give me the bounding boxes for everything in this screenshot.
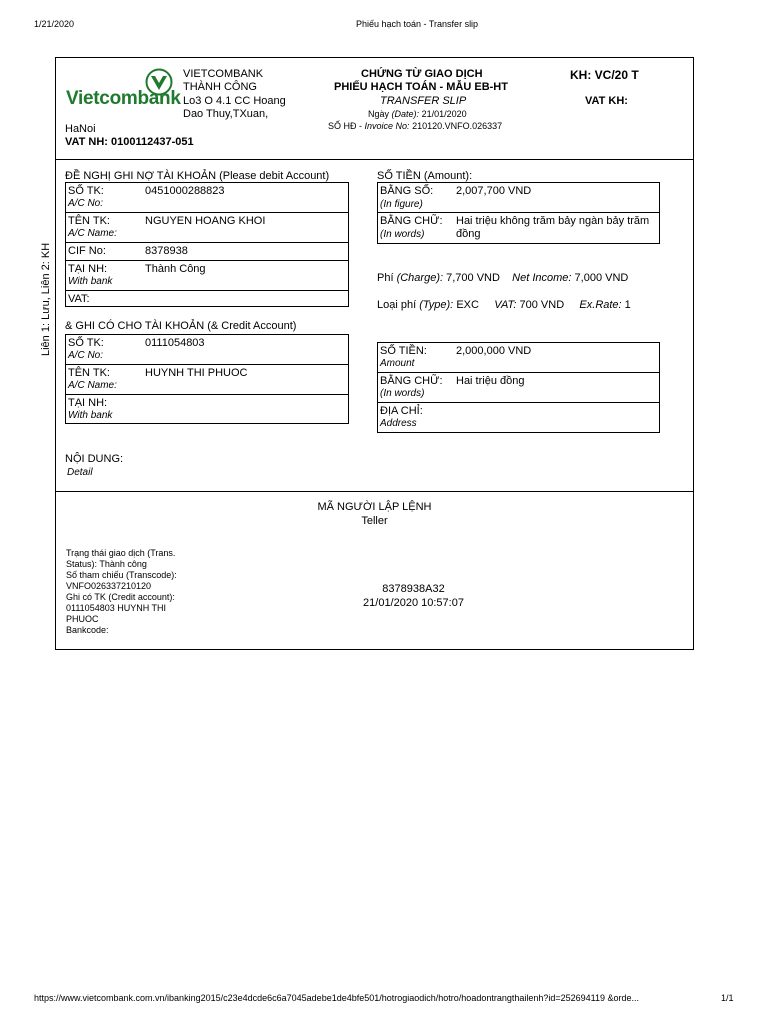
- credit-tai-nh-en: With bank: [68, 410, 113, 421]
- divider: [56, 159, 693, 160]
- divider: [66, 242, 348, 243]
- teller-code: 8378938A32: [382, 583, 445, 595]
- credit-account-name: HUYNH THI PHUOC: [145, 367, 248, 379]
- amount-table: [377, 182, 660, 244]
- type-line: [377, 299, 631, 312]
- status-line: Trạng thái giao dịch (Trans.: [66, 548, 176, 558]
- divider: [56, 491, 693, 492]
- status-line: PHUOC: [66, 614, 99, 624]
- print-title: Phiếu hạch toán - Transfer slip: [356, 19, 479, 29]
- doc-title-1: CHỨNG TỪ GIAO DỊCH: [361, 68, 483, 80]
- debit-bank-value: Thành Công: [145, 263, 206, 275]
- doc-date-value: 21/01/2020: [421, 109, 467, 119]
- debit-vat-label: VAT:: [68, 293, 90, 305]
- amount-figure-value: 2,007,700 VND: [456, 185, 532, 197]
- charge-line: [377, 272, 628, 285]
- debit-ten-tk-en: A/C Name:: [68, 228, 117, 239]
- debit-so-tk-en: A/C No:: [68, 198, 104, 209]
- doc-invoice-value: 210120.VNFO.026337: [412, 121, 503, 131]
- vat-kh-label: VAT KH:: [585, 95, 628, 107]
- credit-address-label: ĐỊA CHỈ:: [380, 405, 423, 417]
- amount-heading: SỐ TIỀN (Amount):: [377, 170, 473, 182]
- amount-figure-en: (In figure): [380, 199, 423, 210]
- content-en: Detail: [67, 467, 93, 478]
- bank-address-2: Dao Thuy,TXuan,: [183, 108, 269, 120]
- charge-label: Phí: [377, 272, 394, 284]
- doc-invoice-label: SỐ HĐ -: [328, 121, 363, 131]
- credit-account-number: 0111054803: [145, 337, 205, 349]
- divider: [66, 364, 348, 365]
- doc-title-2: PHIẾU HẠCH TOÁN - MẪU EB-HT: [334, 81, 508, 93]
- status-line: Số tham chiếu (Transcode):: [66, 570, 177, 580]
- vat-value: 700 VND: [519, 299, 565, 311]
- bank-vat-label: VAT NH:: [65, 136, 108, 148]
- status-line: 0111054803 HUYNH THI: [66, 603, 167, 613]
- divider: [66, 212, 348, 213]
- print-page: 1/1: [721, 993, 734, 1003]
- bank-city: HaNoi: [65, 123, 96, 135]
- charge-value: 7,700 VND: [446, 272, 500, 284]
- bank-logo-text: Vietcombank: [66, 88, 181, 109]
- copy-label: Liên 1: Lưu, Liên 2: KH: [40, 242, 52, 356]
- transfer-slip: [55, 57, 694, 650]
- status-line: Ghi có TK (Credit account):: [66, 592, 175, 602]
- credit-words-label: BẰNG CHỮ:: [380, 375, 443, 387]
- debit-heading: ĐỀ NGHỊ GHI NỢ TÀI KHOẢN (Please debit Account): [65, 170, 330, 182]
- bank-vat-value: 0100112437-051: [111, 136, 194, 148]
- credit-words-en: (In words): [380, 388, 425, 399]
- divider: [66, 394, 348, 395]
- status-line: Status): Thành công: [66, 559, 147, 569]
- credit-amount-en: Amount: [380, 358, 415, 369]
- print-url[interactable]: https://www.vietcombank.com.vn/ibanking2015/c23e4dcde6c6a7045adebe1de4bfe501/hotrogiaodich/hotro/hoadontrangthailenh?id=252694119 &orde...: [34, 993, 640, 1003]
- status-line: VNFO026337210120: [66, 581, 152, 591]
- amount-words-label: BẰNG CHỮ:: [380, 215, 443, 227]
- credit-amount-table: [377, 342, 660, 433]
- vat-label: VAT:: [494, 299, 517, 311]
- credit-words-value: Hai triệu đồng: [456, 375, 525, 387]
- divider: [66, 290, 348, 291]
- kh-label: KH: VC/20 T: [570, 68, 639, 82]
- doc-date-label: Ngày: [368, 109, 390, 119]
- type-value: EXC: [456, 299, 479, 311]
- doc-invoice: [328, 121, 502, 132]
- credit-table: [65, 334, 349, 424]
- amount-words-en: (In words): [380, 229, 425, 240]
- credit-amount-label: SỐ TIỀN:: [380, 345, 427, 357]
- credit-tai-nh-label: TẠI NH:: [68, 397, 108, 409]
- credit-amount-value: 2,000,000 VND: [456, 345, 532, 357]
- status-block: [66, 548, 177, 636]
- debit-tai-nh-label: TẠI NH:: [68, 263, 108, 275]
- net-income-label: Net Income:: [512, 272, 572, 284]
- debit-cif-value: 8378938: [145, 245, 188, 257]
- doc-date-label-en: (Date):: [391, 109, 420, 119]
- divider: [378, 212, 659, 213]
- bank-name: VIETCOMBANK: [183, 68, 264, 80]
- divider: [378, 402, 659, 403]
- debit-ten-tk-label: TÊN TK:: [68, 215, 110, 227]
- credit-so-tk-label: SỐ TK:: [68, 337, 104, 349]
- debit-tai-nh-en: With bank: [68, 276, 113, 287]
- debit-table: [65, 182, 349, 307]
- type-label-en: (Type):: [419, 299, 454, 311]
- net-income-value: 7,000 VND: [574, 272, 629, 284]
- status-line: Bankcode:: [66, 625, 109, 635]
- teller-datetime: 21/01/2020 10:57:07: [363, 597, 464, 609]
- charge-label-en: (Charge):: [396, 272, 444, 284]
- credit-ten-tk-en: A/C Name:: [68, 380, 117, 391]
- debit-account-name: NGUYEN HOANG KHOI: [145, 215, 266, 227]
- credit-ten-tk-label: TÊN TK:: [68, 367, 110, 379]
- doc-invoice-label-en: Invoice No:: [364, 121, 410, 131]
- doc-title-3: TRANSFER SLIP: [380, 95, 467, 107]
- print-date: 1/21/2020: [34, 19, 75, 29]
- bank-vat: [65, 136, 194, 149]
- bank-branch: THÀNH CÔNG: [183, 81, 257, 93]
- rate-label: Ex.Rate:: [579, 299, 622, 311]
- teller-en: Teller: [361, 515, 388, 527]
- credit-address-en: Address: [380, 418, 417, 429]
- divider: [66, 260, 348, 261]
- debit-so-tk-label: SỐ TK:: [68, 185, 104, 197]
- type-label: Loại phí: [377, 299, 417, 311]
- debit-account-number: 0451000288823: [145, 185, 225, 197]
- rate-value: 1: [624, 299, 631, 311]
- teller-label: MÃ NGƯỜI LẬP LỆNH: [317, 501, 432, 513]
- credit-so-tk-en: A/C No:: [68, 350, 104, 361]
- doc-date: [368, 109, 467, 120]
- content-label: NỘI DUNG:: [65, 453, 124, 465]
- bank-address-1: Lo3 O 4.1 CC Hoang: [183, 95, 286, 107]
- amount-words-value-1: Hai triệu không trăm bảy ngàn bảy trăm: [456, 215, 650, 227]
- credit-heading: & GHI CÓ CHO TÀI KHOẢN (& Credit Account): [65, 320, 297, 332]
- divider: [378, 372, 659, 373]
- debit-cif-label: CIF No:: [68, 245, 106, 257]
- amount-figure-label: BẰNG SỐ:: [380, 185, 434, 197]
- amount-words-value-2: đồng: [456, 228, 481, 240]
